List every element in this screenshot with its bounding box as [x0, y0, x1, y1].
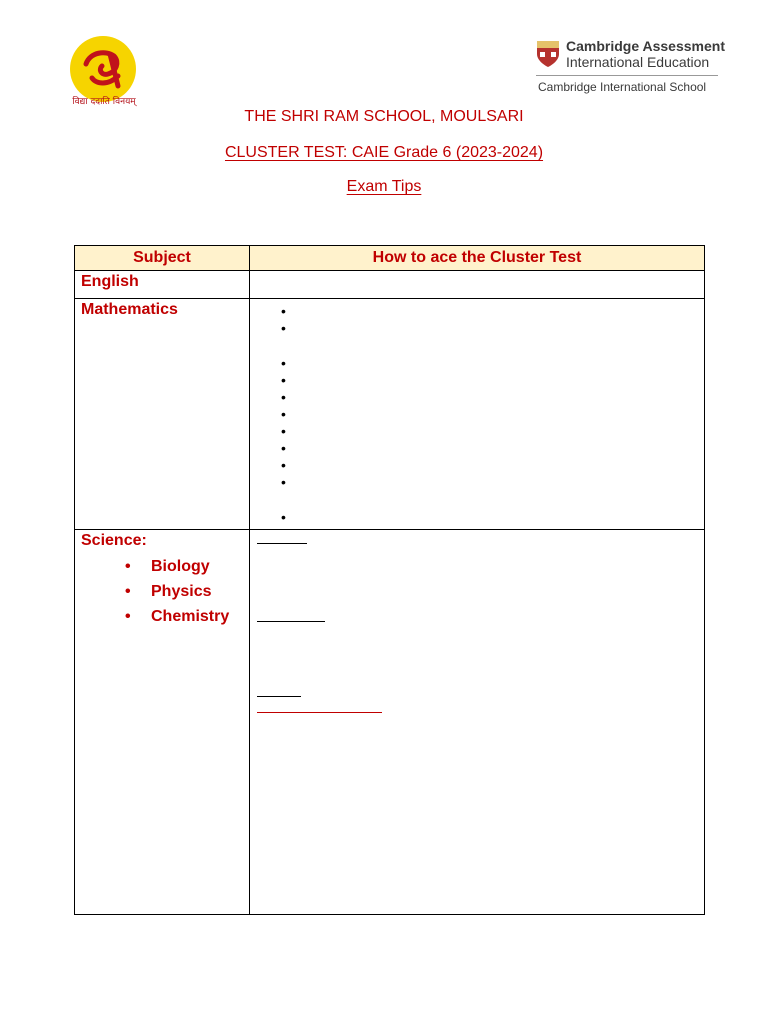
bullet-item	[250, 425, 704, 442]
subject-column-header: Subject	[75, 246, 250, 271]
science-subjects-list	[75, 558, 249, 633]
cambridge-line2: International Education	[566, 54, 710, 70]
bullet-item	[250, 476, 704, 493]
bullet-item	[250, 374, 704, 391]
bullet-item	[250, 322, 704, 339]
tips-cell-mathematics	[250, 299, 705, 530]
blank-underline-red	[257, 712, 382, 713]
section-title: Exam Tips	[346, 178, 422, 195]
bullet-item	[250, 442, 704, 459]
science-item-chemistry: • Chemistry	[125, 608, 249, 633]
bullet-item	[250, 357, 704, 374]
cambridge-logo	[536, 38, 726, 98]
table-row-english	[75, 271, 705, 299]
subject-english: English	[81, 273, 139, 290]
bullet-item	[250, 511, 704, 528]
test-title: CLUSTER TEST: CAIE Grade 6 (2023-2024)	[224, 144, 544, 161]
subject-mathematics: Mathematics	[81, 301, 178, 318]
science-item-biology: • Biology	[125, 558, 249, 583]
bullet-item	[250, 391, 704, 408]
blank-underline	[257, 696, 301, 697]
exam-tips-table	[74, 245, 705, 915]
bullet-item	[250, 305, 704, 322]
school-logo	[66, 36, 142, 110]
school-title: THE SHRI RAM SCHOOL, MOULSARI	[244, 108, 524, 125]
subject-science: Science:	[81, 532, 147, 549]
cambridge-line1: Cambridge Assessment	[566, 38, 725, 54]
science-item-physics: • Physics	[125, 583, 249, 608]
shri-symbol-icon	[80, 46, 126, 92]
blank-underline	[257, 543, 307, 544]
table-header-row	[75, 246, 705, 271]
table-row-mathematics	[75, 299, 705, 530]
table-row-science	[75, 530, 705, 915]
cambridge-shield-icon	[536, 40, 560, 68]
tips-column-header: How to ace the Cluster Test	[250, 246, 705, 271]
tips-cell-english	[250, 271, 705, 299]
bullet-item	[250, 459, 704, 476]
cambridge-line3: Cambridge International School	[538, 80, 707, 94]
school-motto: विद्या ददाति विनयम्	[72, 97, 136, 107]
logo-divider	[536, 75, 718, 76]
blank-underline	[257, 621, 325, 622]
tips-cell-science	[250, 530, 705, 915]
bullet-item	[250, 408, 704, 425]
